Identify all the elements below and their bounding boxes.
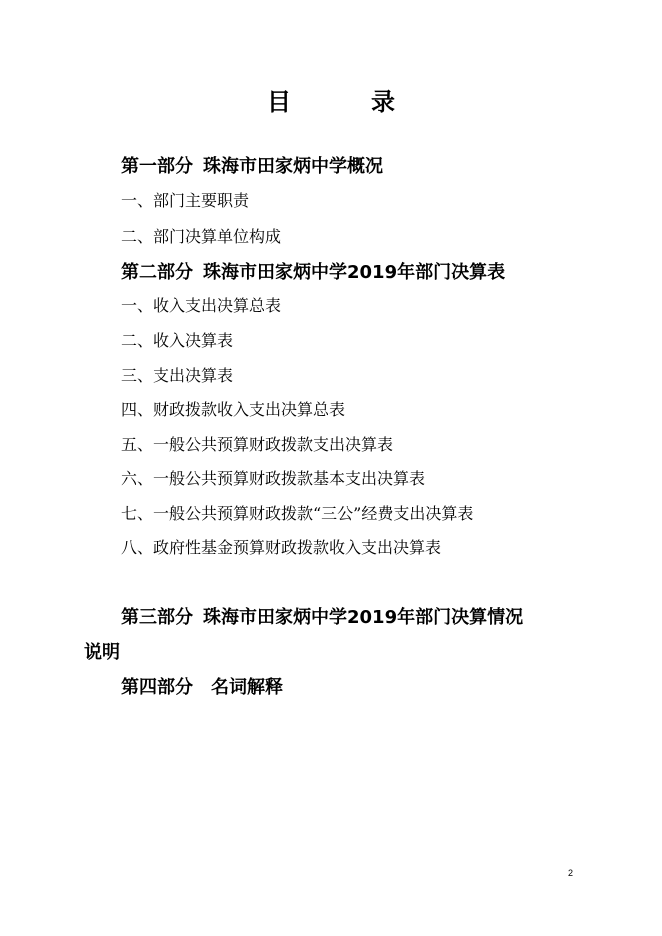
title-char-2: 录 [371,88,395,116]
part-1-item-1: 一、部门主要职责 [121,191,250,210]
part-3-heading-wrap: 说明 [84,642,120,663]
part-2-item-3: 三、支出决算表 [121,366,234,385]
part-2-item-4: 四、财政拨款收入支出决算总表 [121,400,346,419]
part-3-text: 珠海市田家炳中学2019年部门决算情况 [203,607,524,628]
part-1-heading [121,155,383,179]
part-1-label: 第一部分 [121,156,193,177]
part-4-heading [121,676,283,700]
part-2-item-6: 六、一般公共预算财政拨款基本支出决算表 [121,469,426,488]
part-1-text: 珠海市田家炳中学概况 [203,156,383,177]
part-3-heading [121,606,523,630]
part-3-label: 第三部分 [121,607,193,628]
part-4-text: 名词解释 [211,677,283,698]
part-2-item-5: 五、一般公共预算财政拨款支出决算表 [121,435,394,454]
part-2-label: 第二部分 [121,262,193,283]
part-4-label: 第四部分 [121,677,193,698]
part-2-item-8: 八、政府性基金预算财政拨款收入支出决算表 [121,538,442,557]
toc-title [0,82,662,117]
part-1-item-2: 二、部门决算单位构成 [121,227,282,246]
part-2-item-2: 二、收入决算表 [121,331,234,350]
part-2-text: 珠海市田家炳中学2019年部门决算表 [203,262,506,283]
part-2-item-7: 七、一般公共预算财政拨款“三公”经费支出决算表 [121,504,474,523]
title-char-1: 目 [267,88,291,116]
part-2-item-1: 一、收入支出决算总表 [121,296,282,315]
part-2-heading [121,261,505,285]
page-number: 2 [568,868,574,878]
